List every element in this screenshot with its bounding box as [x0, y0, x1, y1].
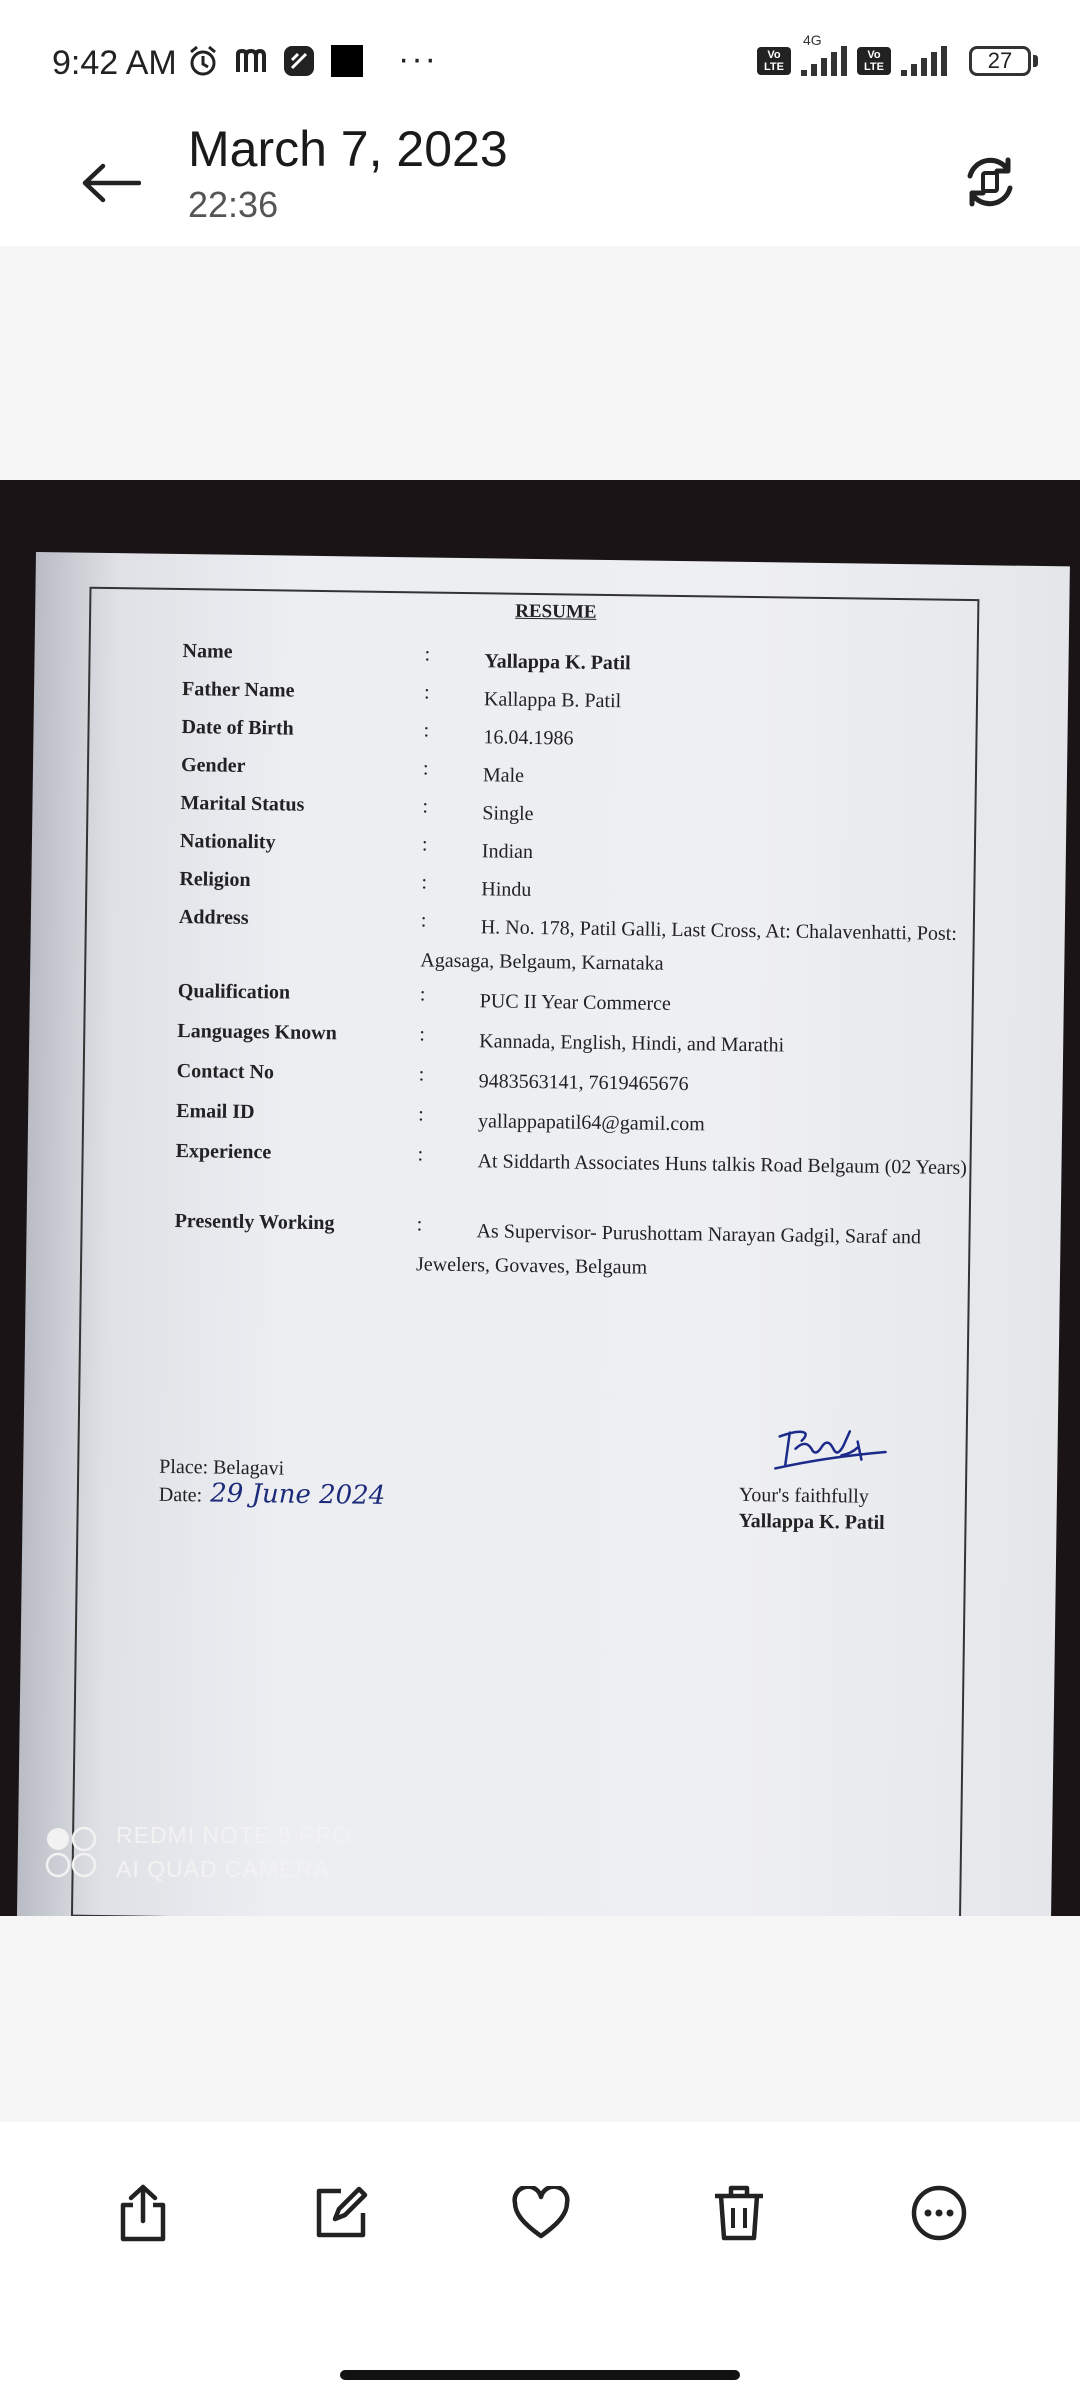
field-nationality: Nationality : Indian: [179, 830, 534, 863]
field-presently-working: Presently Working : As Supervisor- Purushottam Narayan Gadgil, Saraf and Jewelers, Govaves, Belgaum: [174, 1210, 922, 1279]
rotate-button[interactable]: [950, 142, 1030, 222]
share-icon: [115, 2183, 171, 2243]
volte-icon-sim2: Vo LTE: [857, 47, 891, 75]
home-indicator[interactable]: [340, 2370, 740, 2380]
volte-icon: Vo LTE: [757, 47, 791, 75]
more-notifications-icon: ···: [398, 40, 438, 78]
app-black-square-icon: [330, 44, 364, 78]
app-square-icon: [282, 44, 316, 78]
share-button[interactable]: [108, 2178, 178, 2248]
field-name: Name : Yallappa K. Patil: [182, 640, 631, 675]
field-languages: Languages Known : Kannada, English, Hindi, and Marathi: [177, 1020, 785, 1057]
trash-icon: [711, 2184, 767, 2242]
camera-model: REDMI NOTE 8 PRO: [116, 1822, 352, 1848]
heart-icon: [511, 2186, 571, 2240]
status-time: 9:42 AM: [52, 44, 177, 82]
more-button[interactable]: [904, 2178, 974, 2248]
status-bar: [0, 0, 1080, 120]
favorite-button[interactable]: [506, 2178, 576, 2248]
signal-icon-sim1: [801, 32, 847, 76]
field-dob: Date of Birth : 16.04.1986: [181, 716, 574, 750]
field-email: Email ID : yallappapatil64@gamil.com: [176, 1100, 705, 1136]
gallery-header: [0, 120, 1080, 246]
network-type: 4G: [803, 32, 822, 48]
arrow-left-icon: [81, 163, 141, 203]
camera-watermark: [44, 1818, 352, 1886]
field-address: Address : H. No. 178, Patil Galli, Last Cross, At: Chalavenhatti, Post: Agasaga, Belgaum, Karnataka: [178, 906, 958, 975]
battery-icon: [969, 46, 1038, 76]
edit-icon: [313, 2185, 369, 2241]
field-religion: Religion : Hindu: [179, 868, 532, 901]
resume-heading: RESUME: [515, 600, 597, 623]
battery-level: 27: [969, 46, 1031, 76]
signatory-name: Yallappa K. Patil: [738, 1509, 885, 1534]
photo-date: March 7, 2023: [188, 121, 508, 177]
edit-button[interactable]: [306, 2178, 376, 2248]
photo-time: 22:36: [188, 184, 279, 225]
field-experience: Experience : At Siddarth Associates Huns talkis Road Belgaum (02 Years): [175, 1140, 968, 1180]
signal-icon-sim2: [901, 46, 947, 76]
photo-image[interactable]: [0, 480, 1080, 1916]
field-contact: Contact No : 9483563141, 7619465676: [176, 1060, 689, 1096]
alarm-icon: [186, 44, 220, 78]
closing-text: Your's faithfully: [738, 1483, 869, 1508]
rotate-icon: [960, 152, 1020, 212]
camera-type: AI QUAD CAMERA: [116, 1856, 330, 1882]
resume-paper: [16, 552, 1070, 1916]
place-value: Belagavi: [212, 1456, 285, 1480]
app-m-icon: [234, 44, 268, 78]
camera-circles-icon: [44, 1825, 98, 1879]
bottom-toolbar: [0, 2122, 1080, 2292]
handwritten-date: 29 June 2024: [209, 1478, 386, 1511]
delete-button[interactable]: [704, 2178, 774, 2248]
signature: [771, 1420, 892, 1482]
more-icon: [909, 2183, 969, 2243]
field-marital-status: Marital Status : Single: [180, 792, 534, 825]
back-button[interactable]: [66, 138, 156, 228]
status-notification-icons: [186, 44, 364, 78]
closing-block: [738, 1482, 885, 1536]
field-gender: Gender : Male: [180, 754, 525, 787]
field-father-name: Father Name : Kallappa B. Patil: [181, 678, 622, 713]
field-qualification: Qualification : PUC II Year Commerce: [177, 980, 671, 1015]
place-date-block: Place: Belagavi Date: 29 June 2024: [158, 1455, 386, 1511]
status-system-icons: [757, 32, 1038, 76]
